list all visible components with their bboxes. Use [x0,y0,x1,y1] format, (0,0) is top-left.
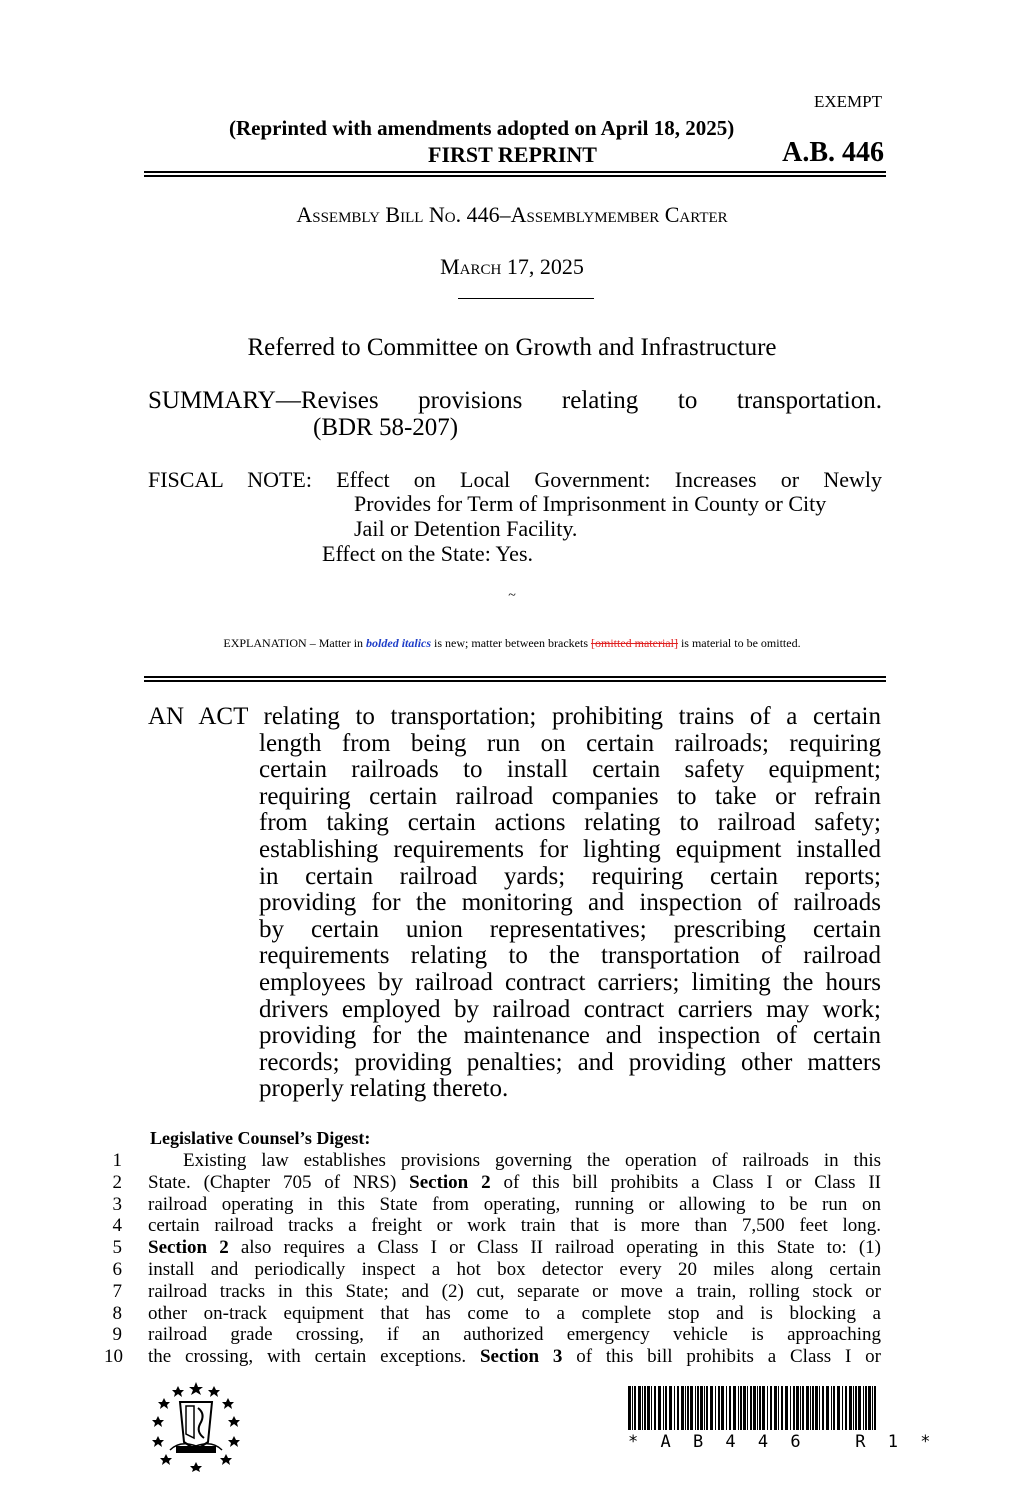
barcode-bar [706,1386,708,1430]
digest-line [148,1215,881,1237]
fiscal-note-line-2: Provides for Term of Imprisonment in County or City [354,491,827,516]
barcode-bar [677,1386,679,1430]
barcode-bar [781,1386,783,1430]
barcode-bar [800,1386,801,1430]
barcode-bar [793,1386,795,1430]
digest-section-reference: Section 2 [409,1171,491,1193]
digest-line [148,1150,881,1172]
barcode-bar [729,1386,731,1430]
bill-number: A.B. 446 [782,137,884,168]
digest-line [148,1346,881,1368]
tilde-separator: ~ [508,588,516,603]
digest-line-number: 9 [112,1324,122,1346]
barcode-bar [872,1386,873,1430]
barcode-bar [750,1386,752,1430]
act-line: requiring certain railroad companies to take or refrain [259,782,881,810]
barcode-bar [654,1386,656,1430]
digest-heading: Legislative Counsel’s Digest: [150,1128,371,1148]
barcode-bar [733,1386,736,1430]
digest-line [148,1237,881,1259]
barcode-bar [687,1386,689,1430]
barcode-bar [831,1386,832,1430]
act-line: certain railroads to install certain safety equipment; [259,756,881,784]
barcode-bar [740,1386,742,1430]
act-line: from taking certain actions relating to railroad safety; [259,809,881,837]
digest-line [148,1172,881,1194]
explanation-bolded-italics: bolded italics [366,636,432,650]
barcode-bar [704,1386,705,1430]
first-reprint-label: FIRST REPRINT [428,142,597,167]
barcode-bar [785,1386,788,1430]
digest-line-number: 10 [104,1346,123,1368]
act-line: providing for the monitoring and inspection of railroads [259,889,881,917]
barcode-bar [815,1386,818,1430]
barcode-bar [842,1386,843,1430]
barcode-bar [665,1386,667,1430]
barcode-bar [868,1386,871,1430]
barcode-bar [663,1386,664,1430]
explanation-suffix: is material to be omitted. [677,636,801,650]
digest-line [148,1303,881,1325]
digest-line-number: 6 [112,1258,122,1280]
barcode-bar [738,1386,739,1430]
act-line: establishing requirements for lighting equipment installed [259,835,881,863]
barcode-bar [863,1386,864,1430]
barcode-bar [647,1386,650,1430]
digest-text-segment: railroad tracks in this State; and (2) cut, separate or move a train, rolling stock or [148,1280,881,1302]
barcode-bar [796,1386,799,1430]
digest-section-reference: Section 2 [148,1237,229,1259]
fiscal-note-line-3: Jail or Detention Facility. [354,516,578,541]
digest-text-segment: also requires a Class I or Class II railroad operating in this State to: (1) [228,1237,881,1259]
barcode-bar [644,1386,646,1430]
digest-line-numbers [104,1150,122,1368]
digest-line-number: 2 [112,1171,122,1193]
barcode-icon [628,1386,878,1430]
barcode-bar [669,1386,672,1430]
act-line: drivers employed by railroad contract carriers may work; [259,995,881,1023]
barcode-bar [822,1386,824,1430]
barcode-bar [778,1386,779,1430]
barcode-bar [759,1386,761,1430]
barcode-bar [681,1386,684,1430]
digest-text-segment: certain railroad tracks a freight or work train that is more than 7,500 feet long. [148,1215,881,1237]
barcode-bar [858,1386,861,1430]
barcode-bar [721,1386,724,1430]
barcode-bar [774,1386,777,1430]
barcode-bar [790,1386,791,1430]
barcode-bar [874,1386,876,1430]
barcode-bar [743,1386,746,1430]
barcode-bar [700,1386,703,1430]
digest-text-segment: install and periodically inspect a hot box detector every 20 miles along certain [148,1258,881,1280]
barcode-bar [865,1386,867,1430]
bill-date: March 17, 2025 [440,254,584,279]
barcode-bar [718,1386,720,1430]
act-line: in certain railroad yards; requiring certain reports; [259,862,881,890]
digest-section-reference: Section 3 [479,1346,563,1368]
digest-text [148,1150,881,1368]
barcode-bar [642,1386,643,1430]
exempt-label: EXEMPT [814,92,882,111]
barcode-bar [685,1386,686,1430]
fiscal-note-line-1: FISCAL NOTE: Effect on Local Government: Increases or Newly [148,467,882,492]
digest-text-segment: the crossing, with certain exceptions. [148,1346,480,1368]
barcode-bar [715,1386,716,1430]
barcode-bar [810,1386,811,1430]
act-line: providing for the maintenance and inspection of certain [259,1022,881,1050]
digest-line [148,1194,881,1216]
explanation-prefix: EXPLANATION – Matter in [223,636,367,650]
digest-line-number: 4 [112,1215,122,1237]
barcode-bar [826,1386,829,1430]
barcode-bar [762,1386,765,1430]
date-divider [458,298,594,299]
barcode-bar [833,1386,835,1430]
barcode-bar [802,1386,804,1430]
barcode-bar [690,1386,693,1430]
barcode-bar [658,1386,661,1430]
digest-line-number: 7 [112,1280,122,1302]
barcode-bar [845,1386,847,1430]
explanation-omitted-material: [omitted material] [590,636,678,650]
digest-text-segment: railroad operating in this State from operating, running or allowing to be run on [148,1193,881,1215]
barcode-bar [767,1386,768,1430]
digest-text-segment: other on-track equipment that has come to a complete stop and is blocking a [148,1302,881,1324]
explanation-middle: is new; matter between brackets [431,636,591,650]
barcode-bar [753,1386,756,1430]
act-line: requirements relating to the transportation of railroad [259,942,881,970]
barcode-bar [819,1386,820,1430]
summary-line-2: (BDR 58-207) [313,414,459,441]
digest-line-number: 1 [112,1150,122,1171]
barcode-bar [634,1386,636,1430]
barcode-bar [849,1386,852,1430]
act-line: length from being run on certain railroads; requiring [259,729,881,757]
barcode-bar [710,1386,713,1430]
bill-title: Assembly Bill No. 446–Assemblymember Carter [296,202,728,227]
barcode-bar [747,1386,748,1430]
digest-text-segment: State. (Chapter 705 of NRS) [148,1171,410,1193]
barcode-bar [853,1386,854,1430]
committee-referral: Referred to Committee on Growth and Infrastructure [247,334,777,361]
barcode-bar [632,1386,633,1430]
barcode-bar [628,1386,631,1430]
barcode-bar [697,1386,699,1430]
barcode-bar [651,1386,652,1430]
barcode-bar [726,1386,727,1430]
digest-line [148,1324,881,1346]
barcode-bar [674,1386,675,1430]
barcode-bar [695,1386,696,1430]
digest-text-segment: railroad grade crossing, if an authorized emergency vehicle is approaching [148,1324,881,1346]
header-double-rule [144,171,886,177]
barcode-bar [638,1386,641,1430]
barcode-bar [855,1386,857,1430]
act-text [148,704,881,1103]
barcode-text: * A B 4 4 6 R 1 * [628,1432,937,1452]
barcode-bar [770,1386,772,1430]
act-line: by certain union representatives; prescribing certain [259,915,881,943]
reprint-note: (Reprinted with amendments adopted on April 18, 2025) [229,116,735,140]
act-double-rule [144,676,886,682]
digest-text-segment: of this bill prohibits a Class I or [562,1346,882,1368]
act-line: records; providing penalties; and providing other matters [259,1048,881,1076]
digest-line-number: 8 [112,1302,122,1324]
digest-line [148,1259,881,1281]
digest-line [148,1281,881,1303]
nevada-state-seal-icon [150,1380,242,1472]
barcode-bar [757,1386,758,1430]
digest-text-segment: Existing law establishes provisions governing the operation of railroads in this [183,1150,881,1171]
barcode-bar [837,1386,840,1430]
digest-line-number: 5 [112,1237,122,1259]
barcode-bar [806,1386,809,1430]
fiscal-note-line-4: Effect on the State: Yes. [322,541,534,566]
explanation-note [0,636,1024,651]
act-line: properly relating thereto. [259,1075,509,1103]
summary-line-1: SUMMARY—Revises provisions relating to transportation. [148,387,882,414]
act-line: AN ACT relating to transportation; prohibiting trains of a certain [148,703,881,730]
digest-text-segment: of this bill prohibits a Class I or Class II [490,1171,881,1193]
digest-line-number: 3 [112,1193,122,1215]
barcode-bar [812,1386,814,1430]
act-line: employees by railroad contract carriers; limiting the hours [259,968,881,996]
